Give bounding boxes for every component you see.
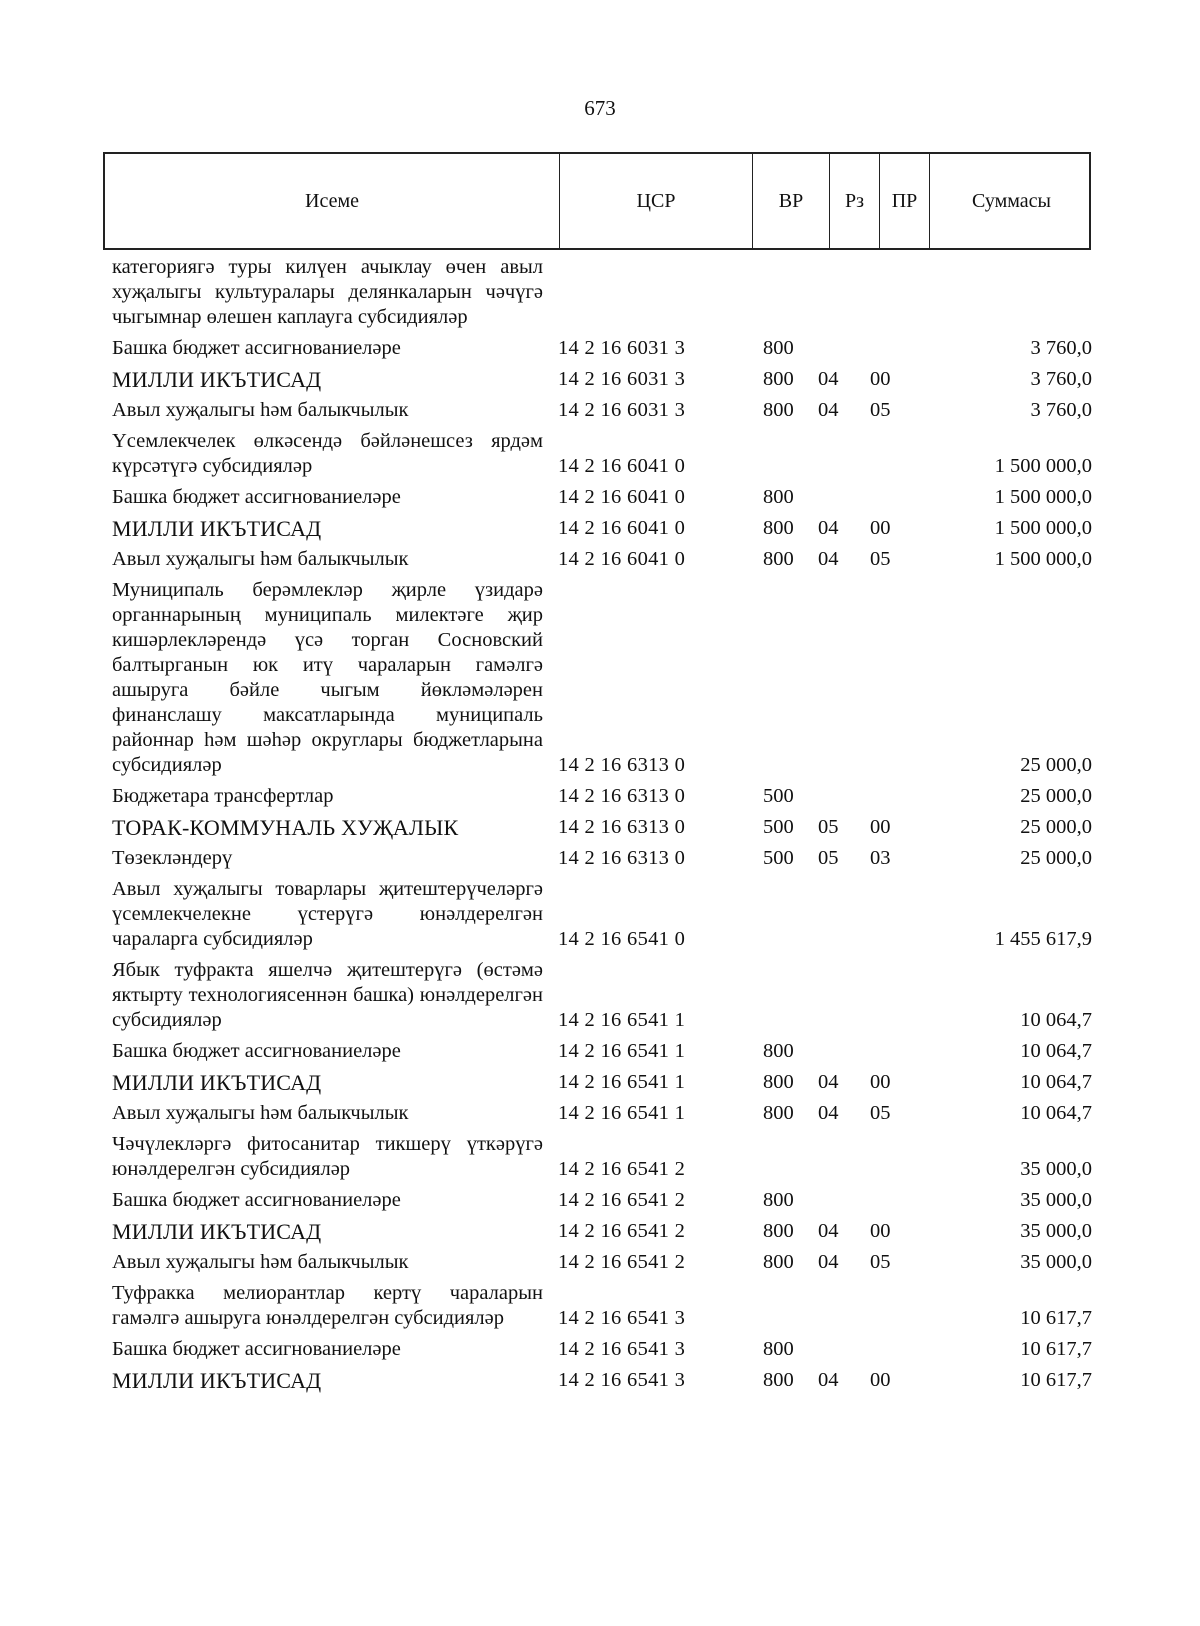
row-name: Туфракка мелиорантлар кертү чараларын гамәлгә ашыруга юнәлдерелгән субсидияләр xyxy=(112,1282,543,1329)
row-sum: 35 000,0 xyxy=(1020,1220,1092,1242)
row-sum: 10 617,7 xyxy=(1020,1307,1092,1329)
row-vr: 800 xyxy=(763,1071,794,1093)
row-vr: 800 xyxy=(763,1102,794,1124)
row-sum: 1 500 000,0 xyxy=(994,548,1092,570)
row-sum: 35 000,0 xyxy=(1020,1189,1092,1211)
row-vr: 800 xyxy=(763,399,794,421)
row-name: Башка бюджет ассигнованиеләре xyxy=(112,1338,401,1360)
row-name: Авыл хуҗалыгы товарлары җитештерүчеләргә үсемлекчелекне үстерүгә юнәлдерелгән чараларга субсидияләр xyxy=(112,878,543,950)
row-name: Үсемлекчелек өлкәсендә бәйләнешсез ярдәм күрсәтүгә субсидияләр xyxy=(112,430,543,477)
row-pr: 05 xyxy=(870,548,891,570)
table-row xyxy=(112,513,1107,544)
row-csr: 14 2 16 6541 3 xyxy=(558,1307,686,1329)
table-row xyxy=(112,1216,1107,1247)
table-row xyxy=(112,575,1107,781)
table-row xyxy=(112,395,1107,426)
row-csr: 14 2 16 6541 3 xyxy=(558,1338,686,1360)
row-rz: 04 xyxy=(818,1071,839,1093)
header-sum: Суммасы xyxy=(972,189,1051,212)
row-sum: 10 617,7 xyxy=(1020,1338,1092,1360)
table-row xyxy=(112,812,1107,843)
row-csr: 14 2 16 6041 0 xyxy=(558,548,686,570)
row-name: Башка бюджет ассигнованиеләре xyxy=(112,486,401,508)
row-rz: 04 xyxy=(818,548,839,570)
row-csr: 14 2 16 6031 3 xyxy=(558,399,686,421)
row-name: Башка бюджет ассигнованиеләре xyxy=(112,337,401,359)
row-name: категориягә туры килүен ачыклау өчен авыл хуҗалыгы культуралары делянкаларын чәчүгә чыгымнар өлешен каплауга субсидияләр xyxy=(112,256,543,328)
row-name: Төзекләндерү xyxy=(112,847,233,869)
row-csr: 14 2 16 6313 0 xyxy=(558,785,686,807)
row-vr: 800 xyxy=(763,1338,794,1360)
row-vr: 800 xyxy=(763,1040,794,1062)
row-csr: 14 2 16 6541 2 xyxy=(558,1220,686,1242)
row-rz: 04 xyxy=(818,1220,839,1242)
row-sum: 35 000,0 xyxy=(1020,1158,1092,1180)
table-row xyxy=(112,426,1107,482)
row-vr: 800 xyxy=(763,337,794,359)
page-number: 673 xyxy=(584,96,616,120)
table-row xyxy=(112,252,1107,333)
row-name: Авыл хуҗалыгы һәм балыкчылык xyxy=(112,548,409,570)
row-name: Авыл хуҗалыгы һәм балыкчылык xyxy=(112,399,409,421)
row-name: ТОРАК-КОММУНАЛЬ ХУҖАЛЫК xyxy=(112,815,459,840)
row-vr: 500 xyxy=(763,847,794,869)
row-pr: 00 xyxy=(870,1220,891,1242)
row-sum: 1 500 000,0 xyxy=(994,517,1092,539)
row-csr: 14 2 16 6031 3 xyxy=(558,368,686,390)
row-csr: 14 2 16 6313 0 xyxy=(558,754,686,776)
row-name: Бюджетара трансфертлар xyxy=(112,785,334,807)
header-name: Исеме xyxy=(105,154,560,248)
row-rz: 04 xyxy=(818,368,839,390)
row-rz: 05 xyxy=(818,816,839,838)
row-vr: 800 xyxy=(763,486,794,508)
row-name: МИЛЛИ ИКЪТИСАД xyxy=(112,1219,322,1244)
row-csr: 14 2 16 6541 1 xyxy=(558,1102,686,1124)
row-pr: 03 xyxy=(870,847,891,869)
row-name: Башка бюджет ассигнованиеләре xyxy=(112,1040,401,1062)
row-rz: 04 xyxy=(818,1251,839,1273)
row-sum: 3 760,0 xyxy=(1030,368,1092,390)
table-row xyxy=(112,1067,1107,1098)
row-csr: 14 2 16 6041 0 xyxy=(558,517,686,539)
table-row xyxy=(112,843,1107,874)
row-sum: 10 064,7 xyxy=(1020,1009,1092,1031)
row-name: Авыл хуҗалыгы һәм балыкчылык xyxy=(112,1251,409,1273)
row-vr: 800 xyxy=(763,517,794,539)
row-vr: 800 xyxy=(763,1369,794,1391)
table-row xyxy=(112,874,1107,955)
row-sum: 10 617,7 xyxy=(1020,1369,1092,1391)
row-csr: 14 2 16 6041 0 xyxy=(558,455,686,477)
row-pr: 00 xyxy=(870,517,891,539)
row-csr: 14 2 16 6031 3 xyxy=(558,337,686,359)
row-pr: 00 xyxy=(870,1071,891,1093)
row-sum: 10 064,7 xyxy=(1020,1102,1092,1124)
row-sum: 1 455 617,9 xyxy=(994,928,1092,950)
row-csr: 14 2 16 6541 1 xyxy=(558,1040,686,1062)
row-sum: 10 064,7 xyxy=(1020,1071,1092,1093)
header-csr: ЦСР xyxy=(560,154,753,248)
row-pr: 05 xyxy=(870,1102,891,1124)
row-pr: 00 xyxy=(870,816,891,838)
row-pr: 05 xyxy=(870,1251,891,1273)
row-vr: 800 xyxy=(763,1220,794,1242)
row-sum: 3 760,0 xyxy=(1030,399,1092,421)
table-row xyxy=(112,955,1107,1036)
row-vr: 800 xyxy=(763,368,794,390)
table-row xyxy=(112,1098,1107,1129)
row-vr: 800 xyxy=(763,1251,794,1273)
table-row xyxy=(112,1247,1107,1278)
row-name: МИЛЛИ ИКЪТИСАД xyxy=(112,367,322,392)
header-vr: ВР xyxy=(753,154,830,248)
row-name: Муниципаль берәмлекләр җирле үзидарә органнарының муниципаль милектәге җир кишәрлекләрендә үсә торган Сосновский балтырганын юк итү чараларын гамәлгә ашыруга бәйле чыгым йөкләмәләрен финанслашу максатларында муниципаль районнар һәм шәһәр округлары бюджетларына субсидияләр xyxy=(112,579,543,776)
row-vr: 500 xyxy=(763,816,794,838)
table-row xyxy=(112,544,1107,575)
row-vr: 800 xyxy=(763,548,794,570)
table-row xyxy=(112,1334,1107,1365)
row-name: Ябык туфракта яшелчә җитештерүгә (өстәмә яктырту технологиясеннән башка) юнәлдерелгән субсидияләр xyxy=(112,959,543,1031)
row-rz: 04 xyxy=(818,517,839,539)
row-sum: 1 500 000,0 xyxy=(994,455,1092,477)
row-pr: 00 xyxy=(870,1369,891,1391)
row-sum: 35 000,0 xyxy=(1020,1251,1092,1273)
row-sum: 25 000,0 xyxy=(1020,816,1092,838)
row-rz: 04 xyxy=(818,1102,839,1124)
row-csr: 14 2 16 6541 1 xyxy=(558,1009,686,1031)
table-header xyxy=(103,152,1091,250)
header-rz: Рз xyxy=(830,154,880,248)
row-sum: 25 000,0 xyxy=(1020,785,1092,807)
row-csr: 14 2 16 6541 2 xyxy=(558,1189,686,1211)
row-rz: 04 xyxy=(818,1369,839,1391)
row-name: МИЛЛИ ИКЪТИСАД xyxy=(112,1368,322,1393)
table-row xyxy=(112,1129,1107,1185)
table-row xyxy=(112,364,1107,395)
table-row xyxy=(112,781,1107,812)
row-csr: 14 2 16 6313 0 xyxy=(558,816,686,838)
table-row xyxy=(112,1278,1107,1334)
row-pr: 05 xyxy=(870,399,891,421)
row-vr: 500 xyxy=(763,785,794,807)
row-name: МИЛЛИ ИКЪТИСАД xyxy=(112,516,322,541)
row-name: Башка бюджет ассигнованиеләре xyxy=(112,1189,401,1211)
row-sum: 3 760,0 xyxy=(1030,337,1092,359)
row-vr: 800 xyxy=(763,1189,794,1211)
row-sum: 10 064,7 xyxy=(1020,1040,1092,1062)
row-name: Авыл хуҗалыгы һәм балыкчылык xyxy=(112,1102,409,1124)
header-pr: ПР xyxy=(880,154,930,248)
row-sum: 1 500 000,0 xyxy=(994,486,1092,508)
row-name: Чәчүлекләргә фитосанитар тикшерү үткәрүгә юнәлдерелгән субсидияләр xyxy=(112,1133,543,1180)
row-name: МИЛЛИ ИКЪТИСАД xyxy=(112,1070,322,1095)
row-csr: 14 2 16 6541 2 xyxy=(558,1158,686,1180)
row-csr: 14 2 16 6541 1 xyxy=(558,1071,686,1093)
row-csr: 14 2 16 6541 3 xyxy=(558,1369,686,1391)
row-sum: 25 000,0 xyxy=(1020,847,1092,869)
row-csr: 14 2 16 6313 0 xyxy=(558,847,686,869)
row-csr: 14 2 16 6041 0 xyxy=(558,486,686,508)
table-row xyxy=(112,1036,1107,1067)
row-csr: 14 2 16 6541 2 xyxy=(558,1251,686,1273)
row-rz: 04 xyxy=(818,399,839,421)
table-row xyxy=(112,1365,1107,1396)
row-sum: 25 000,0 xyxy=(1020,754,1092,776)
table-row xyxy=(112,1185,1107,1216)
table-row xyxy=(112,333,1107,364)
row-csr: 14 2 16 6541 0 xyxy=(558,928,686,950)
table-body xyxy=(112,252,1107,1396)
table-row xyxy=(112,482,1107,513)
row-pr: 00 xyxy=(870,368,891,390)
row-rz: 05 xyxy=(818,847,839,869)
